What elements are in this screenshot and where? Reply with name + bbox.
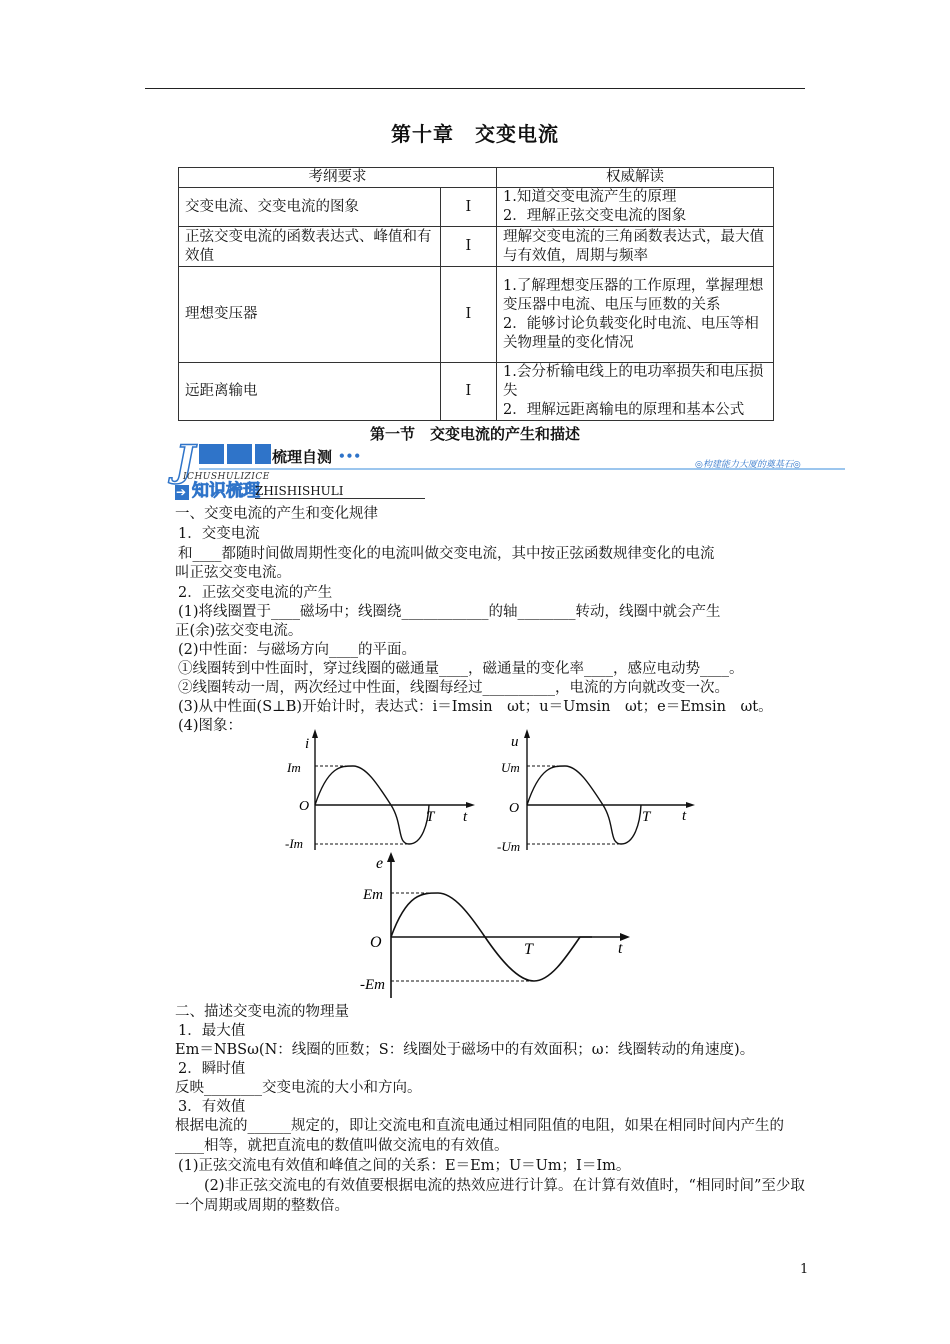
s1-2: 2．正弦交变电流的产生 <box>178 585 333 601</box>
table-note: 1.知道交变电流产生的原理 <box>503 189 677 205</box>
s2-2-text: 反映________交变电流的大小和方向。 <box>175 1080 422 1096</box>
table-note: 2．理解正弦交变电流的图象 <box>503 208 687 224</box>
y-axis-arrow <box>524 729 530 738</box>
peak-label: Im <box>287 760 301 775</box>
table-note: 1.了解理想变压器的工作原理，掌握理想变压器中电流、电压与匝数的关系 <box>503 277 764 313</box>
trough-label: -Um <box>497 839 521 854</box>
header-rule <box>145 88 805 89</box>
s1-2-1: (1)将线圈置于____磁场中；线圈绕____________的轴________转动，线圈中就会产生 <box>178 604 721 620</box>
banner-title: 梳理自测 <box>272 448 333 466</box>
peak-label: Um <box>501 760 520 775</box>
s2-1-text: Em＝NBSω(N：线圈的匝数；S：线圈处于磁场中的有效面积；ω：线圈转动的角速度)。 <box>175 1042 755 1058</box>
banner-letter: J <box>175 436 195 485</box>
graph-emf <box>360 850 640 1000</box>
table-header-requirement: 考纲要求 <box>179 168 497 188</box>
graph-current <box>285 728 475 858</box>
table-cell-notes <box>497 267 774 363</box>
table-cell-topic: 正弦交变电流的函数表达式、峰值和有效值 <box>179 227 441 267</box>
table-cell-level: Ⅰ <box>440 267 496 363</box>
y-axis-label: e <box>376 855 384 872</box>
banner-block <box>227 444 252 464</box>
s2-3: 3．有效值 <box>178 1099 246 1115</box>
table-note: 2．能够讨论负载变化时电流、电压等相关物理量的变化情况 <box>503 315 759 351</box>
table-cell-notes <box>497 188 774 227</box>
s2-1: 1．最大值 <box>178 1023 246 1039</box>
s1-2-c1: ①线圈转到中性面时，穿过线圈的磁通量____，磁通量的变化率____，感应电动势____。 <box>178 661 744 677</box>
trough-label: -Im <box>285 836 304 851</box>
table-row <box>179 267 774 363</box>
s1-1-text: 和____都随时间做周期性变化的电流叫做交变电流，其中按正弦函数规律变化的电流 <box>178 546 715 562</box>
page-number: 1 <box>800 1262 809 1277</box>
s1-1: 1．交变电流 <box>178 526 260 542</box>
table-cell-topic: 交变电流、交变电流的图象 <box>179 188 441 227</box>
origin-label: O <box>509 801 520 816</box>
table-note: 2．理解远距离输电的原理和基本公式 <box>503 402 745 418</box>
x-axis-arrow <box>466 802 475 808</box>
period-label: T <box>524 941 533 958</box>
banner-block <box>199 444 224 464</box>
table-cell-notes <box>497 363 774 421</box>
table-row <box>179 188 774 227</box>
table-cell-topic: 理想变压器 <box>179 267 441 363</box>
s1-2-4: (4)图象： <box>178 718 243 734</box>
s2-3-1: (1)正弦交流电有效值和峰值之间的关系：E＝Em；U＝Um；I＝Im。 <box>178 1158 631 1174</box>
period-label: T <box>426 809 435 825</box>
s1-2-c2: ②线圈转动一周，两次经过中性面，线圈每经过__________，电流的方向就改变一次。 <box>178 680 729 696</box>
origin-label: O <box>370 934 382 951</box>
x-axis-label: t <box>618 940 623 957</box>
y-axis-label: u <box>511 734 519 750</box>
table-row <box>179 227 774 267</box>
y-axis-label: i <box>305 736 310 752</box>
s1-2-1-cont: 正(余)弦交变电流。 <box>175 623 303 639</box>
s2-heading: 二、描述交变电流的物理量 <box>175 1004 349 1020</box>
s1-1-text-cont: 叫正弦交变电流。 <box>175 565 291 581</box>
s2-2: 2．瞬时值 <box>178 1061 246 1077</box>
trough-label: -Em <box>360 977 385 993</box>
table-cell-level: Ⅰ <box>440 227 496 267</box>
origin-label: O <box>299 799 310 814</box>
s1-2-2: (2)中性面：与磁场方向____的平面。 <box>178 642 417 658</box>
section-title: 第一节 交变电流的产生和描述 <box>369 425 580 443</box>
graph-voltage <box>497 728 697 858</box>
table-header-row <box>179 168 774 188</box>
peak-label: Em <box>363 887 383 903</box>
y-axis-arrow <box>312 729 318 738</box>
s1-2-3: (3)从中性面(S⊥B)开始计时，表达式：i＝Imsin ωt；u＝Umsin ωt；e＝Emsin ωt。 <box>178 699 773 715</box>
arrow-icon: ➔ <box>175 485 189 500</box>
banner-sub-label: 知识梳理 <box>192 481 260 501</box>
chapter-title: 第十章 交变电流 <box>391 122 559 146</box>
table-cell-level: Ⅰ <box>440 363 496 421</box>
banner-sub-pinyin: ZHISHISHULI <box>255 484 425 499</box>
banner-pinyin: ICHUSHULIZICE <box>183 472 270 482</box>
period-label: T <box>642 809 651 825</box>
review-banner <box>175 436 845 501</box>
banner-block <box>255 444 271 464</box>
table-cell-notes <box>497 227 774 267</box>
table-row <box>179 363 774 421</box>
s2-3-text: 根据电流的______规定的，即让交流电和直流电通过相同阻值的电阻，如果在相同时间内产生的____相等，就把直流电的数值叫做交流电的有效值。 <box>175 1118 784 1154</box>
table-cell-topic: 远距离输电 <box>179 363 441 421</box>
table-cell-level: Ⅰ <box>440 188 496 227</box>
table-note: 1.会分析输电线上的电功率损失和电压损失 <box>503 364 764 399</box>
x-axis-arrow <box>686 802 695 808</box>
banner-slogan: ◎构建能力大厦的奠基石◎ <box>695 460 801 470</box>
s2-3-2: (2)非正弦交流电的有效值要根据电流的热效应进行计算。在计算有效值时，“相同时间”至少取一个周期或周期的整数倍。 <box>175 1178 805 1214</box>
table-header-interpretation: 权威解读 <box>497 168 774 188</box>
x-axis-label: t <box>682 808 687 824</box>
s1-heading: 一、交变电流的产生和变化规律 <box>175 506 378 522</box>
x-axis-label: t <box>463 809 468 825</box>
y-axis-arrow <box>387 852 395 862</box>
table-note: 理解交变电流的三角函数表达式，最大值与有效值，周期与频率 <box>503 228 764 264</box>
requirements-table <box>178 167 774 421</box>
banner-dots: ••• <box>338 449 362 463</box>
